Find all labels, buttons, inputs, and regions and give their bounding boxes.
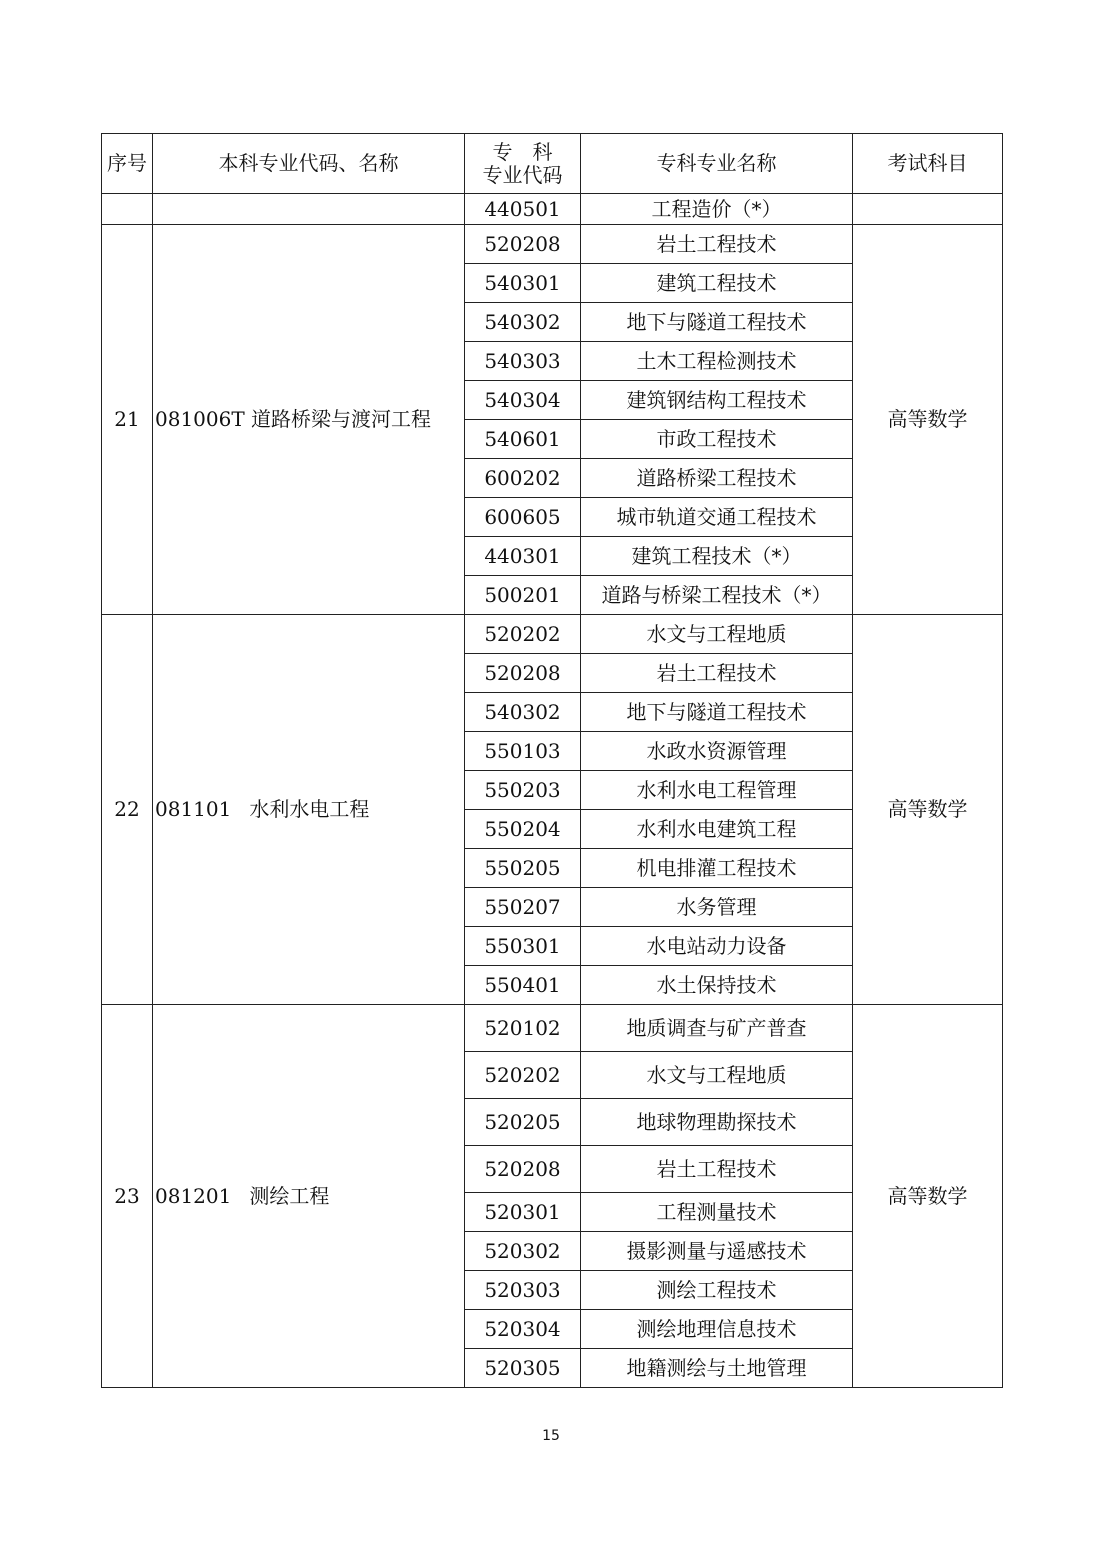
junior-code-cell: 520303 xyxy=(465,1271,581,1310)
majors-table xyxy=(101,133,1003,1388)
exam-subject-cell: 高等数学 xyxy=(853,225,1003,615)
undergrad-major-cell xyxy=(153,1005,465,1388)
header-exam-subject: 考试科目 xyxy=(853,134,1003,194)
junior-code-cell: 540601 xyxy=(465,420,581,459)
junior-code-cell: 520302 xyxy=(465,1232,581,1271)
junior-name-cell: 测绘工程技术 xyxy=(581,1271,853,1310)
exam-subject-cell: 高等数学 xyxy=(853,615,1003,1005)
junior-name-cell: 工程造价（*） xyxy=(581,194,853,225)
junior-name-cell: 工程测量技术 xyxy=(581,1193,853,1232)
junior-code-cell: 550205 xyxy=(465,849,581,888)
junior-code-cell: 520301 xyxy=(465,1193,581,1232)
table-row xyxy=(102,225,1003,264)
junior-name-cell: 摄影测量与遥感技术 xyxy=(581,1232,853,1271)
junior-code-cell: 550401 xyxy=(465,966,581,1005)
table-row xyxy=(102,194,1003,225)
undergrad-major-name: 水利水电工程 xyxy=(249,797,370,821)
junior-code-cell: 520304 xyxy=(465,1310,581,1349)
junior-code-cell: 550203 xyxy=(465,771,581,810)
junior-name-cell: 市政工程技术 xyxy=(581,420,853,459)
junior-code-cell: 520208 xyxy=(465,1146,581,1193)
header-junior-code-line2: 专业代码 xyxy=(482,162,563,187)
junior-code-cell: 550207 xyxy=(465,888,581,927)
junior-code-cell: 520202 xyxy=(465,615,581,654)
junior-name-cell: 建筑钢结构工程技术 xyxy=(581,381,853,420)
undergrad-major-cell xyxy=(153,194,465,225)
header-junior-code xyxy=(465,134,581,194)
undergrad-major-code: 081101 xyxy=(155,797,232,821)
seq-cell xyxy=(102,194,153,225)
header-junior-code-line1: 专 科 xyxy=(492,139,553,164)
junior-name-cell: 水利水电建筑工程 xyxy=(581,810,853,849)
junior-name-cell: 水政水资源管理 xyxy=(581,732,853,771)
junior-code-cell: 540301 xyxy=(465,264,581,303)
table-row xyxy=(102,1005,1003,1052)
junior-code-cell: 520202 xyxy=(465,1052,581,1099)
junior-code-cell: 550204 xyxy=(465,810,581,849)
junior-code-cell: 550103 xyxy=(465,732,581,771)
junior-name-cell: 水文与工程地质 xyxy=(581,1052,853,1099)
junior-name-cell: 岩土工程技术 xyxy=(581,1146,853,1193)
junior-code-cell: 540302 xyxy=(465,303,581,342)
seq-cell: 23 xyxy=(102,1005,153,1388)
header-seq: 序号 xyxy=(102,134,153,194)
undergrad-major-name: 道路桥梁与渡河工程 xyxy=(251,407,432,431)
junior-code-cell: 440301 xyxy=(465,537,581,576)
junior-name-cell: 水务管理 xyxy=(581,888,853,927)
junior-name-cell: 地下与隧道工程技术 xyxy=(581,303,853,342)
junior-name-cell: 岩土工程技术 xyxy=(581,654,853,693)
junior-name-cell: 土木工程检测技术 xyxy=(581,342,853,381)
junior-code-cell: 520208 xyxy=(465,225,581,264)
junior-name-cell: 水电站动力设备 xyxy=(581,927,853,966)
junior-name-cell: 道路桥梁工程技术 xyxy=(581,459,853,498)
table-body xyxy=(102,194,1003,1388)
exam-subject-cell: 高等数学 xyxy=(853,1005,1003,1388)
junior-name-cell: 水文与工程地质 xyxy=(581,615,853,654)
junior-name-cell: 建筑工程技术 xyxy=(581,264,853,303)
junior-name-cell: 地籍测绘与土地管理 xyxy=(581,1349,853,1388)
page-number: 15 xyxy=(542,1428,560,1444)
undergrad-major-cell xyxy=(153,225,465,615)
seq-cell: 22 xyxy=(102,615,153,1005)
junior-name-cell: 水土保持技术 xyxy=(581,966,853,1005)
header-row xyxy=(102,134,1003,194)
undergrad-major-name: 测绘工程 xyxy=(249,1183,330,1208)
undergrad-major-code: 081006T xyxy=(155,407,245,431)
junior-code-cell: 520102 xyxy=(465,1005,581,1052)
junior-code-cell: 440501 xyxy=(465,194,581,225)
header-undergrad-major: 本科专业代码、名称 xyxy=(153,134,465,194)
junior-name-cell: 建筑工程技术（*） xyxy=(581,537,853,576)
junior-code-cell: 520208 xyxy=(465,654,581,693)
junior-code-cell: 520205 xyxy=(465,1099,581,1146)
junior-name-cell: 道路与桥梁工程技术（*） xyxy=(581,576,853,615)
junior-name-cell: 地球物理勘探技术 xyxy=(581,1099,853,1146)
junior-name-cell: 水利水电工程管理 xyxy=(581,771,853,810)
junior-name-cell: 地下与隧道工程技术 xyxy=(581,693,853,732)
junior-name-cell: 机电排灌工程技术 xyxy=(581,849,853,888)
junior-code-cell: 600202 xyxy=(465,459,581,498)
undergrad-major-code: 081201 xyxy=(155,1183,232,1208)
junior-code-cell: 540303 xyxy=(465,342,581,381)
header-junior-name: 专科专业名称 xyxy=(581,134,853,194)
seq-cell: 21 xyxy=(102,225,153,615)
junior-name-cell: 岩土工程技术 xyxy=(581,225,853,264)
junior-code-cell: 520305 xyxy=(465,1349,581,1388)
undergrad-major-cell xyxy=(153,615,465,1005)
junior-name-cell: 测绘地理信息技术 xyxy=(581,1310,853,1349)
exam-subject-cell xyxy=(853,194,1003,225)
table-row xyxy=(102,615,1003,654)
junior-name-cell: 城市轨道交通工程技术 xyxy=(581,498,853,537)
junior-name-cell: 地质调查与矿产普查 xyxy=(581,1005,853,1052)
junior-code-cell: 600605 xyxy=(465,498,581,537)
junior-code-cell: 550301 xyxy=(465,927,581,966)
junior-code-cell: 540304 xyxy=(465,381,581,420)
junior-code-cell: 540302 xyxy=(465,693,581,732)
junior-code-cell: 500201 xyxy=(465,576,581,615)
